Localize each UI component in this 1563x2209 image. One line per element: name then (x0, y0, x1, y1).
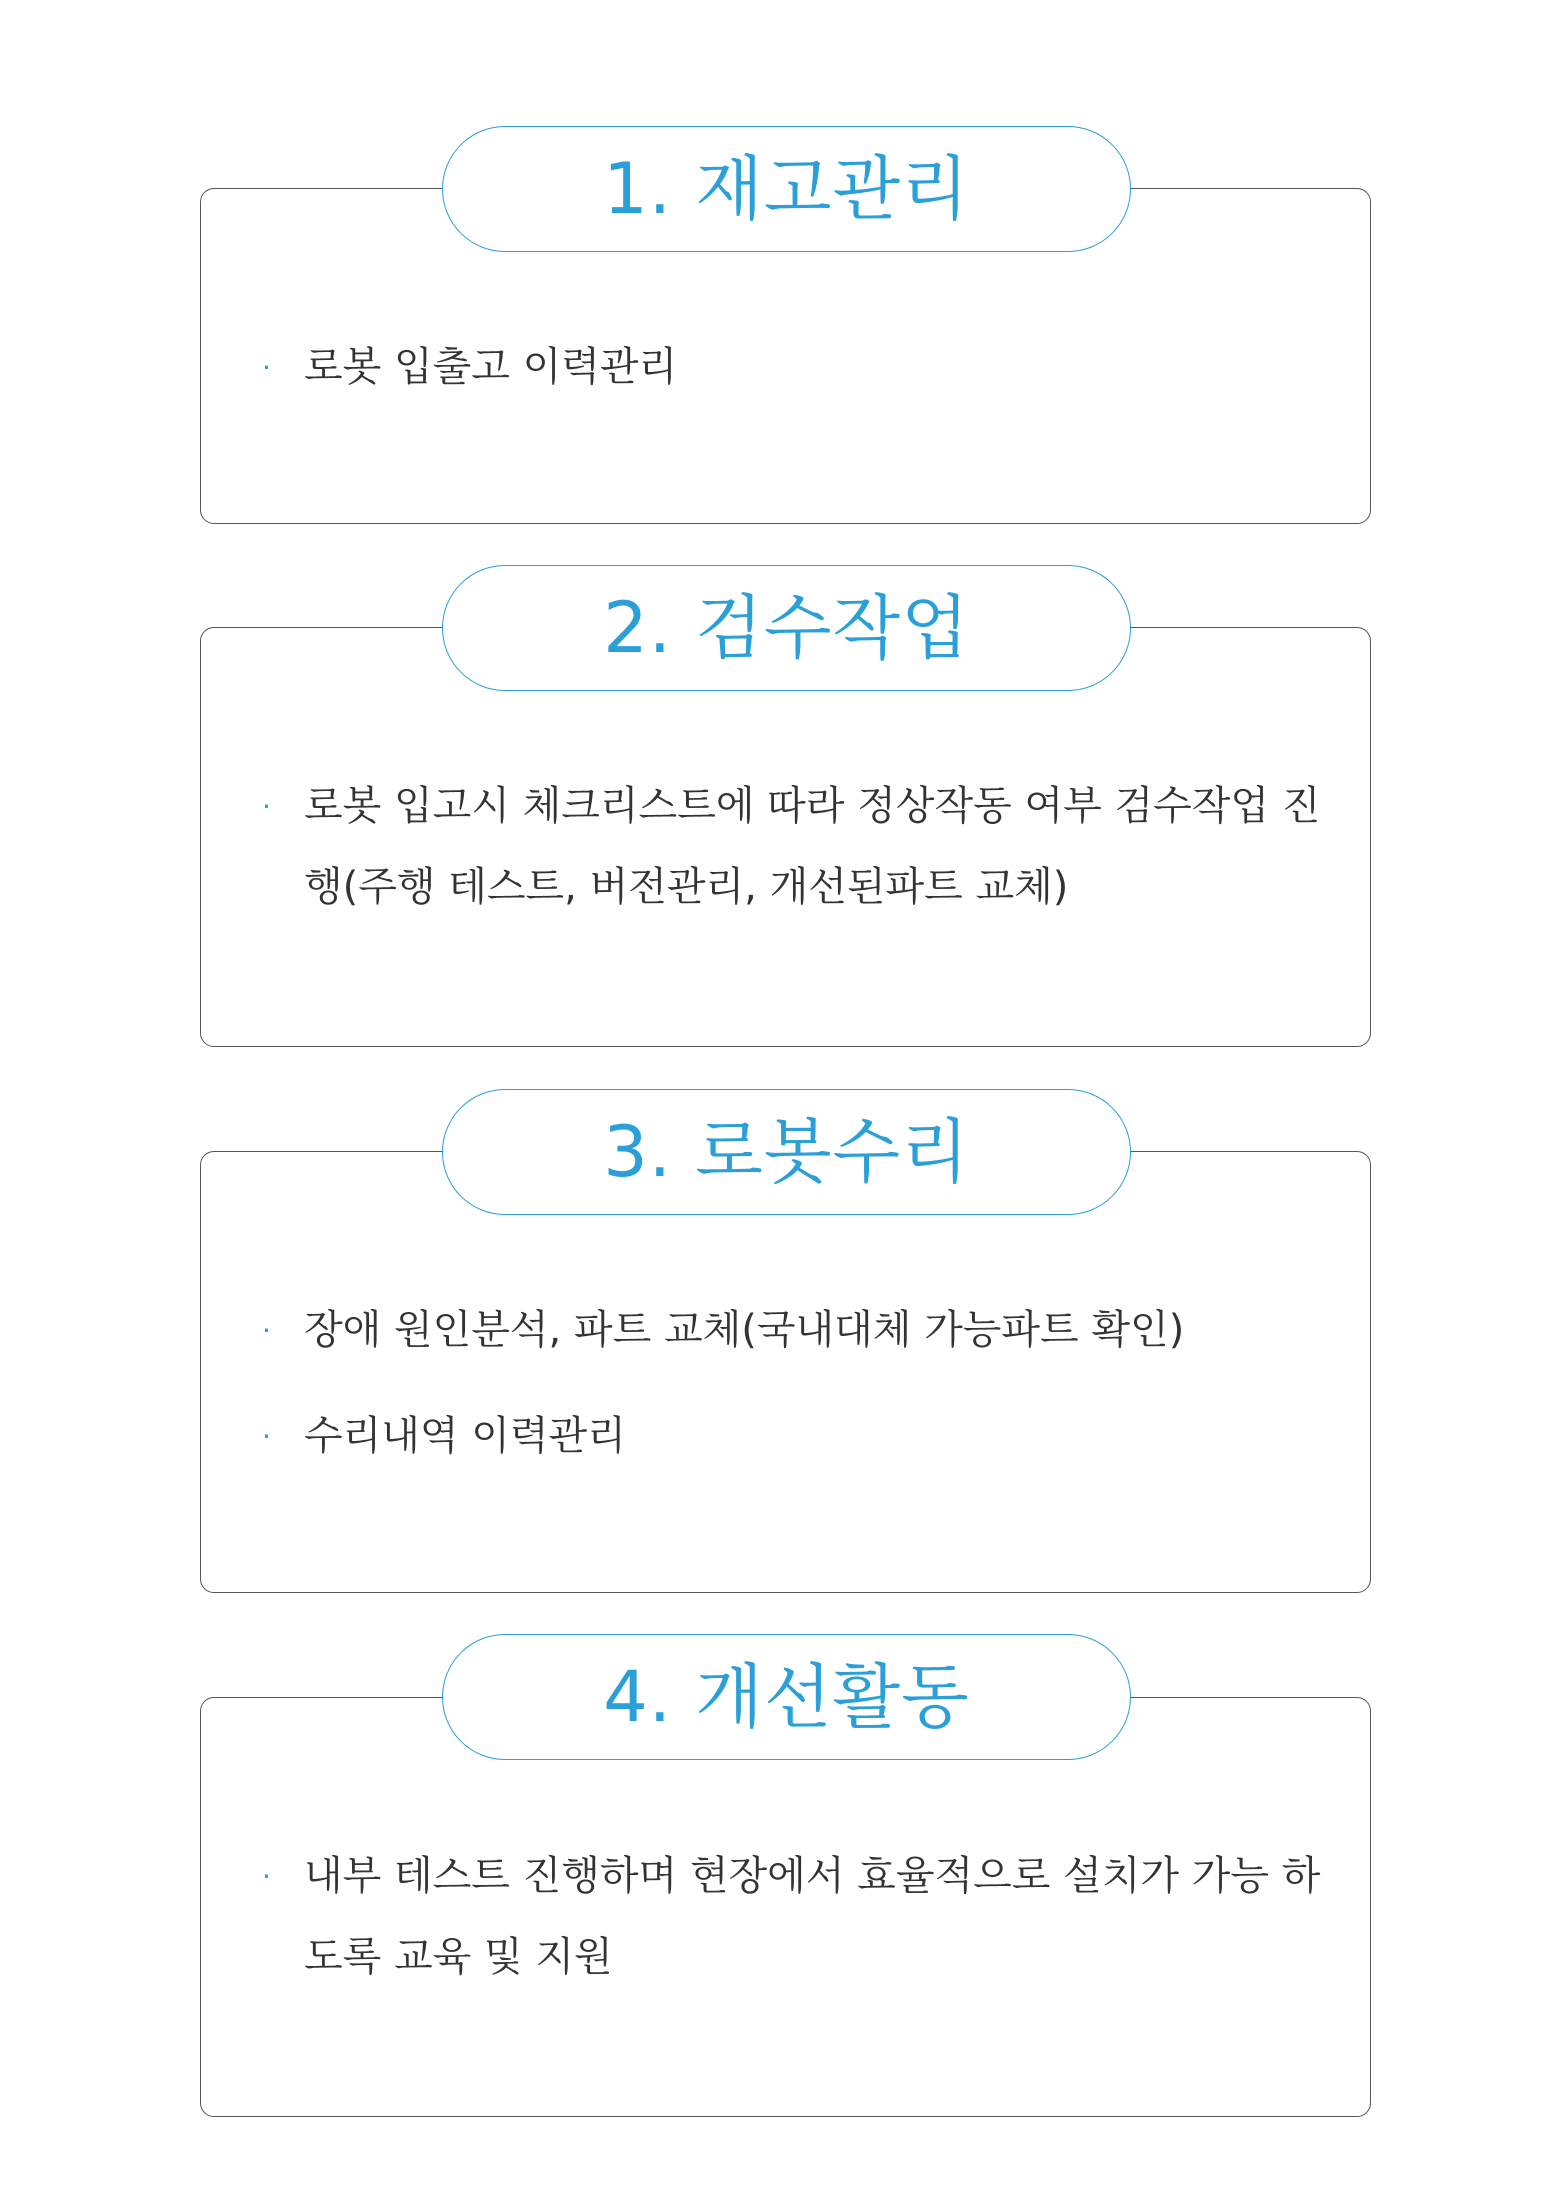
section-1-title-pill (442, 126, 1131, 252)
bullet-dot-icon: · (262, 790, 271, 823)
bullet-dot-icon: · (262, 1860, 271, 1893)
bullet-dot-icon: · (262, 1314, 271, 1347)
section-3-title-pill (442, 1089, 1131, 1215)
section-4-title: 4. 개선활동 (603, 1656, 970, 1738)
list-item (262, 327, 1322, 408)
list-item-text: 로봇 입고시 체크리스트에 따라 정상작동 여부 검수작업 진행(주행 테스트, 버전관리, 개선된파트 교체) (304, 783, 1321, 910)
list-item (262, 1396, 1322, 1477)
section-4-items (262, 1836, 1322, 2023)
section-1-items (262, 327, 1322, 433)
section-1-title: 1. 재고관리 (603, 148, 970, 230)
list-item-text: 로봇 입출고 이력관리 (304, 344, 678, 390)
list-item (262, 766, 1322, 928)
list-item-text: 내부 테스트 진행하며 현장에서 효율적으로 설치가 가능 하도록 교육 및 지원 (304, 1853, 1321, 1980)
list-item (262, 1836, 1322, 1998)
section-2-title: 2. 검수작업 (603, 587, 970, 669)
bullet-dot-icon: · (262, 1420, 271, 1453)
list-item-text: 수리내역 이력관리 (304, 1413, 626, 1459)
section-2-title-pill (442, 565, 1131, 691)
section-4-title-pill (442, 1634, 1131, 1760)
list-item (262, 1290, 1322, 1371)
list-item-text: 장애 원인분석, 파트 교체(국내대체 가능파트 확인) (304, 1307, 1185, 1353)
section-3-title: 3. 로봇수리 (603, 1111, 970, 1193)
section-2-items (262, 766, 1322, 953)
section-3-items (262, 1290, 1322, 1502)
bullet-dot-icon: · (262, 351, 271, 384)
